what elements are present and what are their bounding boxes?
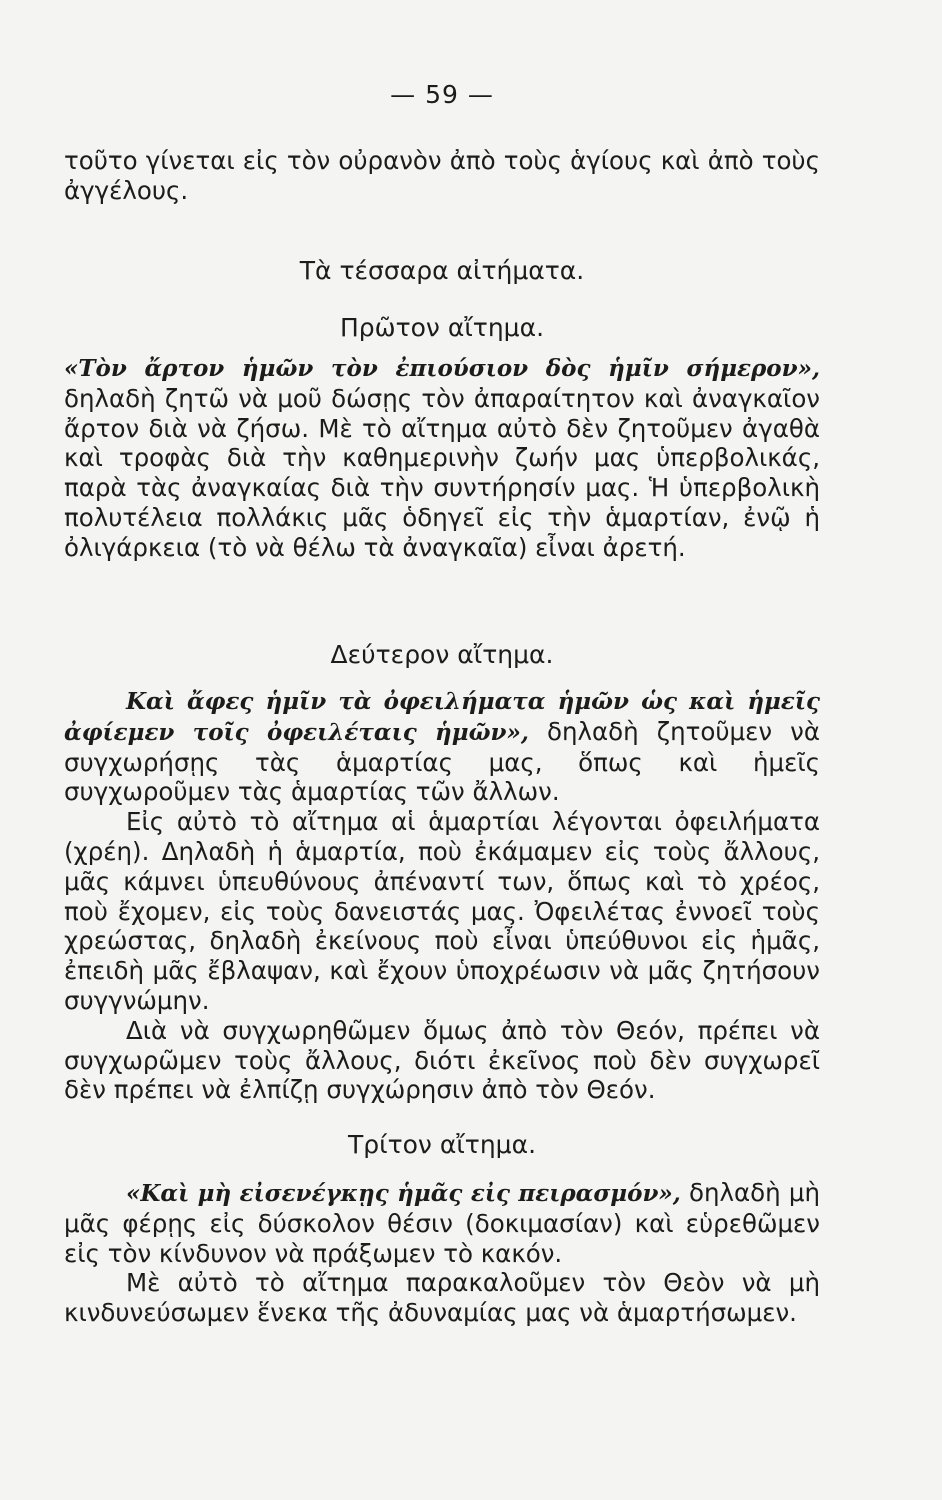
intro-paragraph: τοῦτο γίνεται εἰς τὸν οὐρανὸν ἀπὸ τοὺς ἁγίους καὶ ἀπὸ τοὺς ἀγγέλους.: [64, 146, 820, 205]
second-petition-paragraph: [64, 686, 820, 807]
section-title: Τὰ τέσσαρα αἰτήματα.: [299, 256, 585, 285]
second-petition-quote: Καὶ ἄφες ἡμῖν τὰ ὀφειλήματα ἡμῶν ὡς καὶ ἡμεῖς ἀφίεμεν τοῖς ὀφειλέταις ἡμῶν»,: [64, 688, 820, 746]
second-petition-heading: Δεύτερον αἴτημα.: [330, 640, 554, 669]
first-petition-text: δηλαδὴ ζητῶ νὰ μοῦ δώσῃς τὸν ἀπαραίτητον καὶ ἀναγκαῖον ἄρτον διὰ νὰ ζήσω. Μὲ τὸ αἴτημα αὐτὸ δὲν ζητοῦμεν ἀγαθὰ καὶ τροφὰς διὰ τὴν καθημερινὴν ζωήν μας ὑπερβολικάς, παρὰ τὰς ἀναγκαίας διὰ τὴν συντήρησίν μας. Ἡ ὑπερβολικὴ πολυτέλεια πολλάκις μᾶς ὁδηγεῖ εἰς τὴν ἁμαρτίαν, ἐνῷ ἡ ὀλιγάρκεια (τὸ νὰ θέλω τὰ ἀναγκαῖα) εἶναι ἀρετή.: [64, 383, 820, 562]
book-page: [64, 0, 820, 1500]
second-petition-paragraph-2: Εἰς αὐτὸ τὸ αἴτημα αἱ ἁμαρτίαι λέγονται ὀφειλήματα (χρέη). Δηλαδὴ ἡ ἁμαρτία, ποὺ ἐκάμαμεν εἰς τοὺς ἄλλους, μᾶς κάμνει ὑπευθύνους ἀπέναντί των, ὅπως καὶ τὸ χρέος, ποὺ ἔχομεν, εἰς τοὺς δανειστάς μας. Ὀφειλέτας ἐννοεῖ τοὺς χρεώστας, δηλαδὴ ἐκείνους ποὺ εἶναι ὑπεύθυνοι εἰς ἡμᾶς, ἐπειδὴ μᾶς ἔβλαψαν, καὶ ἔχουν ὑποχρέωσιν νὰ μᾶς ζητήσουν συγγνώμην.: [64, 807, 820, 1015]
third-petition-paragraph-2: Μὲ αὐτὸ τὸ αἴτημα παρακαλοῦμεν τὸν Θεὸν νὰ μὴ κινδυνεύσωμεν ἕνεκα τῆς ἀδυναμίας μας νὰ ἁμαρτήσωμεν.: [64, 1268, 820, 1328]
second-petition-paragraph-3: Διὰ νὰ συγχωρηθῶμεν ὅμως ἀπὸ τὸν Θεόν, πρέπει νὰ συγχωρῶμεν τοὺς ἄλλους, διότι ἐκεῖνος ποὺ δὲν συγχωρεῖ δὲν πρέπει νὰ ἐλπίζῃ συγχώρησιν ἀπὸ τὸν Θεόν.: [64, 1015, 820, 1105]
first-petition-quote: «Τὸν ἄρτον ἡμῶν τὸν ἐπιούσιον δὸς ἡμῖν σήμερον»,: [64, 355, 820, 382]
second-petition-body: [64, 686, 820, 1105]
first-petition-heading: Πρῶτον αἴτημα.: [339, 313, 545, 342]
page-number: — 59 —: [390, 80, 494, 109]
third-petition-paragraph: [64, 1178, 820, 1268]
first-petition-paragraph: [64, 353, 820, 563]
second-petition-text: δηλαδὴ ζητοῦμεν νὰ συγχωρήσῃς τὰς ἁμαρτίας μας, ὅπως καὶ ἡμεῖς συγχωροῦμεν τὰς ἁμαρτίας τῶν ἄλλων.: [64, 716, 820, 807]
third-petition-quote: «Καὶ μὴ εἰσενέγκῃς ἡμᾶς εἰς πειρασμόν»,: [126, 1180, 681, 1207]
third-petition-body: [64, 1178, 820, 1328]
third-petition-text: δηλαδὴ μὴ μᾶς φέρῃς εἰς δύσκολον θέσιν (δοκιμασίαν) καὶ εὑρεθῶμεν εἰς τὸν κίνδυνον νὰ πράξωμεν τὸ κακόν.: [64, 1178, 821, 1268]
third-petition-heading: Τρίτον αἴτημα.: [347, 1130, 537, 1159]
